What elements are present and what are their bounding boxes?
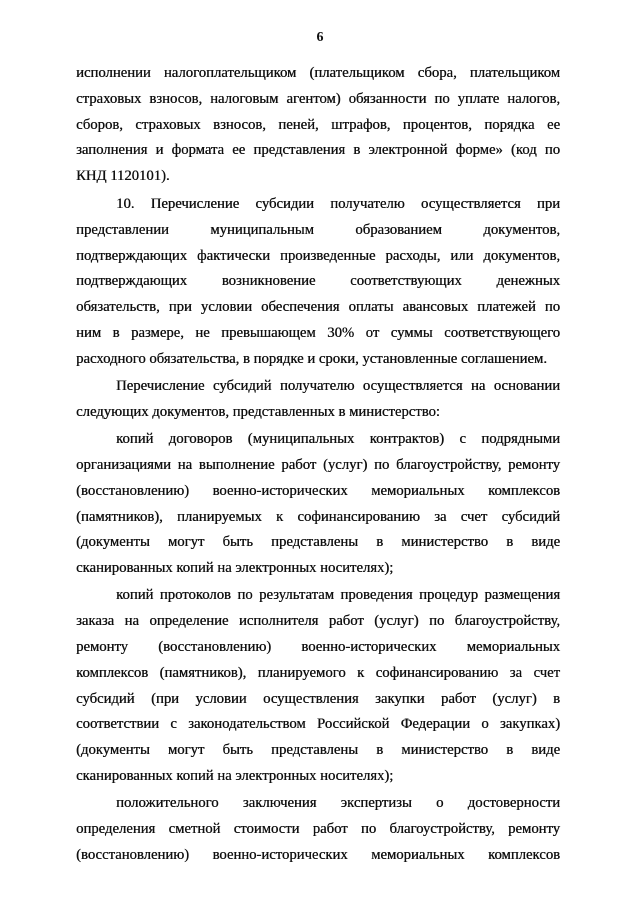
text-line: исполнении налогоплательщиком (плательщиком сбора, плательщиком <box>76 65 560 81</box>
text-line: (памятников), планируемых к софинансированию за счет субсидий <box>76 508 560 525</box>
text-line: заполнения и формата ее представления в электронной форме» (код по <box>76 142 560 159</box>
text-line: заказа на определение исполнителя работ (услуг) по благоустройству, <box>76 613 560 630</box>
text-line: расходного обязательства, в порядке и сроки, установленные соглашением. <box>76 350 547 367</box>
text-line: представлении муниципальным образованием документов, <box>76 221 560 238</box>
text-line: организациями на выполнение работ (услуг) по благоустройству, ремонту <box>76 456 560 473</box>
text-line: копий договоров (муниципальных контрактов) с подрядными <box>116 431 560 448</box>
text-line: ремонту (восстановлению) военно-исторических мемориальных <box>76 639 560 656</box>
page-number: 6 <box>316 30 324 45</box>
list-item-contracts <box>76 427 560 582</box>
text-line: подтверждающих фактически произведенные расходы, или документов, <box>76 247 560 264</box>
text-line: ним в размере, не превышающем 30% от суммы соответствующего <box>76 324 560 341</box>
text-line: 10. Перечисление субсидии получателю осуществляется при <box>116 195 560 212</box>
text-line: Перечисление субсидий получателю осуществляется на основании <box>116 378 560 395</box>
text-line: (документы могут быть представлены в министерство в виде <box>76 742 560 759</box>
text-line: (документы могут быть представлены в министерство в виде <box>76 534 560 551</box>
paragraph-transfer-basis <box>76 374 560 426</box>
text-line: обязательств, при условии обеспечения оплаты авансовых платежей по <box>76 299 560 316</box>
text-line: сканированных копий на электронных носителях); <box>76 768 394 785</box>
text-line: определения сметной стоимости работ по благоустройству, ремонту <box>76 821 560 838</box>
text-line: соответствии с законодательством Российской Федерации о закупках) <box>76 716 560 733</box>
text-line: сборов, страховых взносов, пеней, штрафов, процентов, порядка ее <box>76 116 560 133</box>
text-line: страховых взносов, налоговым агентом) обязанности по уплате налогов, <box>76 90 560 107</box>
list-item-expertise <box>76 791 560 868</box>
document-body <box>76 61 560 869</box>
text-line: КНД 1120101). <box>76 168 170 185</box>
paragraph-continued <box>76 61 560 190</box>
text-line: сканированных копий на электронных носителях); <box>76 560 394 577</box>
text-line: (восстановлению) военно-исторических мемориальных комплексов <box>76 846 560 863</box>
text-line: комплексов (памятников), планируемого к софинансированию за счет <box>76 664 560 681</box>
text-line: положительного заключения экспертизы о достоверности <box>116 795 560 812</box>
paragraph-item-10 <box>76 192 560 373</box>
text-line: подтверждающих возникновение соответствующих денежных <box>76 273 560 290</box>
text-line: (восстановлению) военно-исторических мемориальных комплексов <box>76 482 560 499</box>
text-line: копий протоколов по результатам проведения процедур размещения <box>116 587 560 604</box>
text-line: следующих документов, представленных в министерство: <box>76 403 440 420</box>
list-item-protocols <box>76 583 560 789</box>
text-line: субсидий (при условии осуществления закупки работ (услуг) в <box>76 690 560 707</box>
